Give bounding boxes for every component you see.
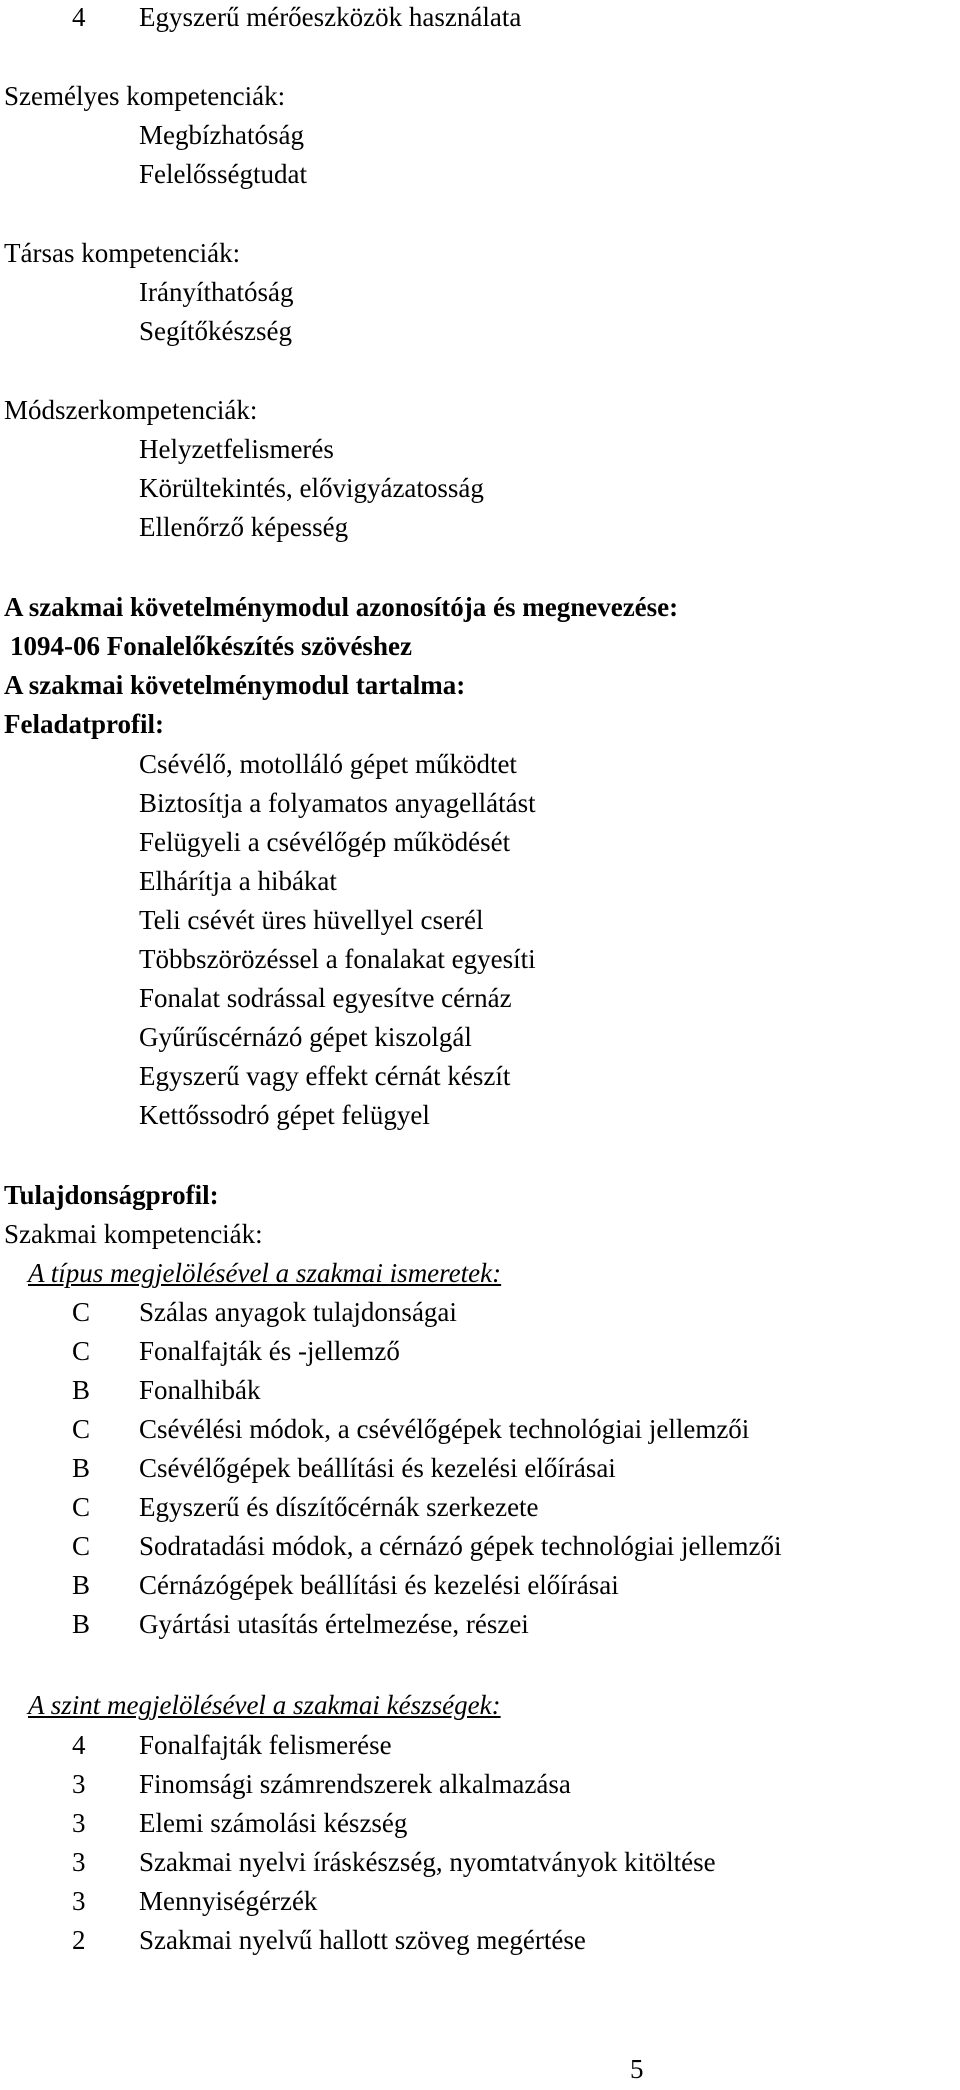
knowledge-code: B (72, 1609, 91, 1639)
skill-text: Fonalfajták felismerése (139, 1730, 392, 1760)
list-item: Körültekintés, elővigyázatosság (139, 473, 484, 503)
list-item: Gyűrűscérnázó gépet kiszolgál (139, 1022, 472, 1052)
skill-text: Finomsági számrendszerek alkalmazása (139, 1769, 571, 1799)
skill-text: Mennyiségérzék (139, 1886, 318, 1916)
knowledge-text: Sodratadási módok, a cérnázó gépek technológiai jellemzői (139, 1531, 782, 1561)
knowledge-text: Csévélési módok, a csévélőgépek technológiai jellemzői (139, 1414, 750, 1444)
knowledge-text: Csévélőgépek beállítási és kezelési előírásai (139, 1453, 616, 1483)
knowledge-code: B (72, 1570, 91, 1600)
knowledge-code: C (72, 1414, 91, 1444)
list-item: Kettőssodró gépet felügyel (139, 1100, 430, 1130)
property-profile-heading: Tulajdonságprofil: (4, 1180, 219, 1210)
skill-level: 3 (72, 1886, 86, 1916)
knowledge-text: Fonalfajták és -jellemző (139, 1336, 400, 1366)
list-item: Biztosítja a folyamatos anyagellátást (139, 788, 536, 818)
section-title: Egyszerű mérőeszközök használata (139, 2, 522, 32)
method-competencies-heading: Módszerkompetenciák: (4, 395, 258, 425)
list-item: Helyzetfelismerés (139, 434, 334, 464)
list-item: Felelősségtudat (139, 159, 307, 189)
list-item: Csévélő, motolláló gépet működtet (139, 749, 517, 779)
skills-heading: A szint megjelölésével a szakmai készségek: (28, 1690, 501, 1720)
knowledge-text: Cérnázógépek beállítási és kezelési előírásai (139, 1570, 619, 1600)
personal-competencies-heading: Személyes kompetenciák: (4, 81, 286, 111)
skill-level: 3 (72, 1847, 86, 1877)
list-item: Irányíthatóság (139, 277, 294, 307)
task-profile-heading: Feladatprofil: (4, 709, 164, 739)
module-id-heading: A szakmai követelménymodul azonosítója és megnevezése: (4, 592, 679, 622)
knowledge-code: B (72, 1453, 91, 1483)
module-content-heading: A szakmai követelménymodul tartalma: (4, 670, 466, 700)
list-item: Segítőkészség (139, 316, 292, 346)
knowledge-text: Gyártási utasítás értelmezése, részei (139, 1609, 529, 1639)
list-item: Felügyeli a csévélőgép működését (139, 827, 511, 857)
list-item: Teli csévét üres hüvellyel cserél (139, 905, 484, 935)
social-competencies-heading: Társas kompetenciák: (4, 238, 241, 268)
list-item: Többszörözéssel a fonalakat egyesíti (139, 944, 536, 974)
skill-level: 4 (72, 1730, 86, 1760)
skill-text: Szakmai nyelvű hallott szöveg megértése (139, 1925, 586, 1955)
knowledge-code: C (72, 1297, 91, 1327)
list-item: Egyszerű vagy effekt cérnát készít (139, 1061, 511, 1091)
list-item: Elhárítja a hibákat (139, 866, 337, 896)
list-item: Fonalat sodrással egyesítve cérnáz (139, 983, 512, 1013)
skill-level: 3 (72, 1808, 86, 1838)
knowledge-heading: A típus megjelölésével a szakmai ismeretek: (28, 1258, 502, 1288)
knowledge-code: C (72, 1336, 91, 1366)
list-item: Ellenőrző képesség (139, 512, 349, 542)
knowledge-code: C (72, 1492, 91, 1522)
knowledge-text: Fonalhibák (139, 1375, 261, 1405)
skill-text: Szakmai nyelvi íráskészség, nyomtatványok kitöltése (139, 1847, 716, 1877)
page-number: 5 (630, 2054, 644, 2084)
skill-text: Elemi számolási készség (139, 1808, 408, 1838)
skill-level: 2 (72, 1925, 86, 1955)
knowledge-text: Szálas anyagok tulajdonságai (139, 1297, 457, 1327)
knowledge-text: Egyszerű és díszítőcérnák szerkezete (139, 1492, 539, 1522)
professional-competencies-heading: Szakmai kompetenciák: (4, 1219, 263, 1249)
knowledge-code: C (72, 1531, 91, 1561)
section-number: 4 (72, 2, 86, 32)
module-id-value: 1094-06 Fonalelőkészítés szövéshez (10, 631, 412, 661)
knowledge-code: B (72, 1375, 91, 1405)
skill-level: 3 (72, 1769, 86, 1799)
list-item: Megbízhatóság (139, 120, 304, 150)
